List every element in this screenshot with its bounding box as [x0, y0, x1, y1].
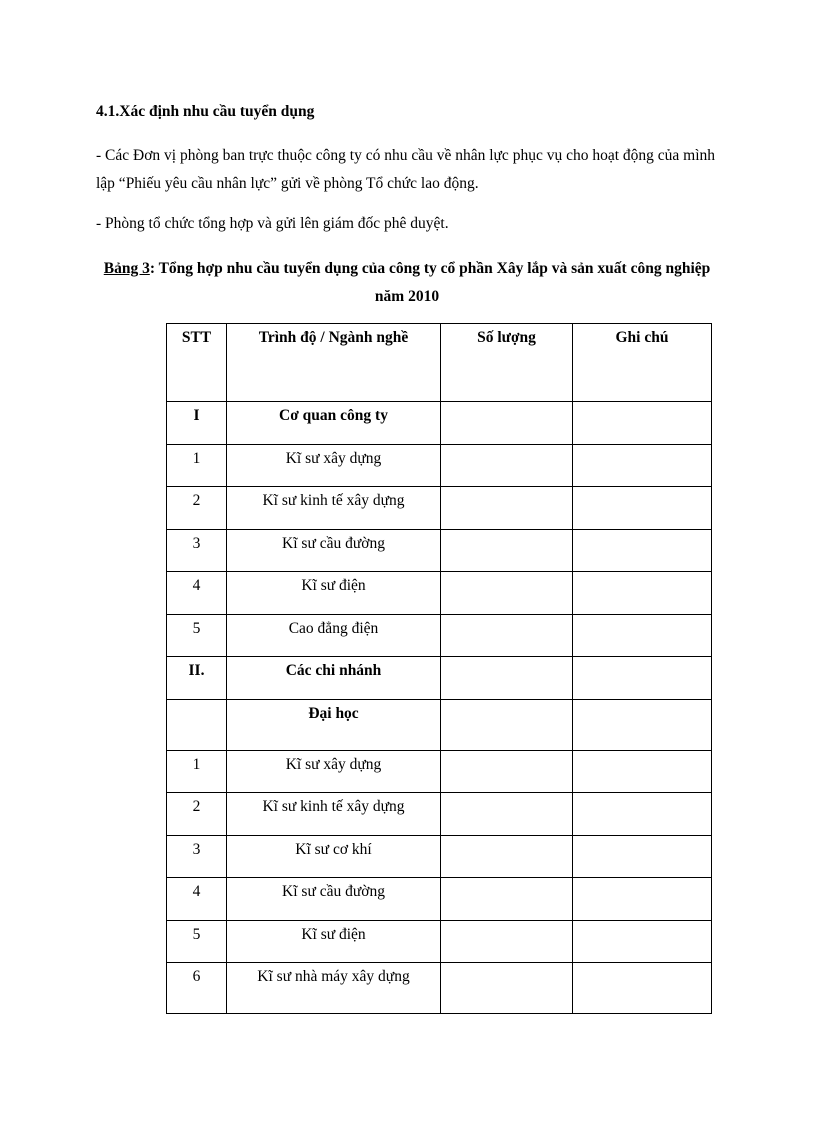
cell-stt: 2 [167, 487, 227, 530]
cell-note [573, 402, 712, 445]
cell-note [573, 835, 712, 878]
cell-quantity [441, 614, 573, 657]
cell-stt: 2 [167, 793, 227, 836]
table-row [167, 572, 712, 615]
table-caption-label: Bảng 3 [103, 260, 150, 277]
header-note: Ghi chú [573, 324, 712, 402]
cell-stt: 1 [167, 444, 227, 487]
cell-stt: 4 [167, 572, 227, 615]
cell-qualification: Cơ quan công ty [227, 402, 441, 445]
paragraph-request: - Các Đơn vị phòng ban trực thuộc công ty có nhu cầu về nhân lực phục vụ cho hoạt động của mình lập “Phiếu yêu cầu nhân lực” gửi về phòng Tổ chức lao động. [96, 147, 716, 192]
cell-quantity [441, 963, 573, 1014]
cell-note [573, 963, 712, 1014]
section-heading: 4.1.Xác định nhu cầu tuyển dụng [96, 103, 315, 120]
cell-qualification: Kĩ sư cơ khí [227, 835, 441, 878]
cell-qualification: Kĩ sư kinh tế xây dựng [227, 793, 441, 836]
cell-qualification: Kĩ sư xây dựng [227, 750, 441, 793]
table-row [167, 793, 712, 836]
cell-note [573, 750, 712, 793]
cell-note [573, 699, 712, 750]
cell-quantity [441, 793, 573, 836]
table-header-row [167, 324, 712, 402]
recruitment-table [166, 323, 712, 1014]
cell-stt: 3 [167, 529, 227, 572]
cell-quantity [441, 402, 573, 445]
table-row-group-head-office [167, 402, 712, 445]
cell-quantity [441, 657, 573, 700]
cell-qualification: Kĩ sư điện [227, 920, 441, 963]
cell-stt: 6 [167, 963, 227, 1014]
table-row [167, 614, 712, 657]
cell-stt: 5 [167, 614, 227, 657]
cell-qualification: Cao đẳng điện [227, 614, 441, 657]
table-row [167, 835, 712, 878]
header-quantity: Số lượng [441, 324, 573, 402]
cell-note [573, 444, 712, 487]
cell-quantity [441, 529, 573, 572]
cell-quantity [441, 444, 573, 487]
cell-note [573, 657, 712, 700]
table-caption [96, 255, 718, 311]
cell-qualification: Kĩ sư nhà máy xây dựng [227, 963, 441, 1014]
cell-quantity [441, 487, 573, 530]
table-row-group-branches [167, 657, 712, 700]
cell-note [573, 920, 712, 963]
cell-stt: 5 [167, 920, 227, 963]
cell-quantity [441, 750, 573, 793]
cell-stt: 3 [167, 835, 227, 878]
table-row [167, 529, 712, 572]
cell-qualification: Kĩ sư cầu đường [227, 529, 441, 572]
cell-qualification: Kĩ sư điện [227, 572, 441, 615]
cell-note [573, 529, 712, 572]
table-caption-text: : Tổng hợp nhu cầu tuyển dụng của công ty cổ phần Xây lắp và sản xuất công nghiệp năm 2010 [149, 260, 711, 305]
cell-note [573, 793, 712, 836]
cell-stt: 1 [167, 750, 227, 793]
cell-quantity [441, 835, 573, 878]
cell-qualification: Kĩ sư kinh tế xây dựng [227, 487, 441, 530]
cell-qualification: Kĩ sư cầu đường [227, 878, 441, 921]
cell-stt [167, 699, 227, 750]
cell-note [573, 614, 712, 657]
cell-qualification: Đại học [227, 699, 441, 750]
cell-quantity [441, 572, 573, 615]
table-row [167, 750, 712, 793]
cell-quantity [441, 699, 573, 750]
cell-stt: I [167, 402, 227, 445]
table-row [167, 444, 712, 487]
table-row-subgroup-university [167, 699, 712, 750]
cell-qualification: Các chi nhánh [227, 657, 441, 700]
cell-quantity [441, 878, 573, 921]
cell-note [573, 878, 712, 921]
table-row [167, 487, 712, 530]
table-row [167, 920, 712, 963]
cell-stt: II. [167, 657, 227, 700]
cell-note [573, 572, 712, 615]
header-stt: STT [167, 324, 227, 402]
cell-stt: 4 [167, 878, 227, 921]
paragraph-approval: - Phòng tổ chức tổng hợp và gửi lên giám đốc phê duyệt. [96, 215, 449, 232]
cell-qualification: Kĩ sư xây dựng [227, 444, 441, 487]
cell-note [573, 487, 712, 530]
cell-quantity [441, 920, 573, 963]
header-qualification: Trình độ / Ngành nghề [227, 324, 441, 402]
table-row [167, 878, 712, 921]
table-row [167, 963, 712, 1014]
